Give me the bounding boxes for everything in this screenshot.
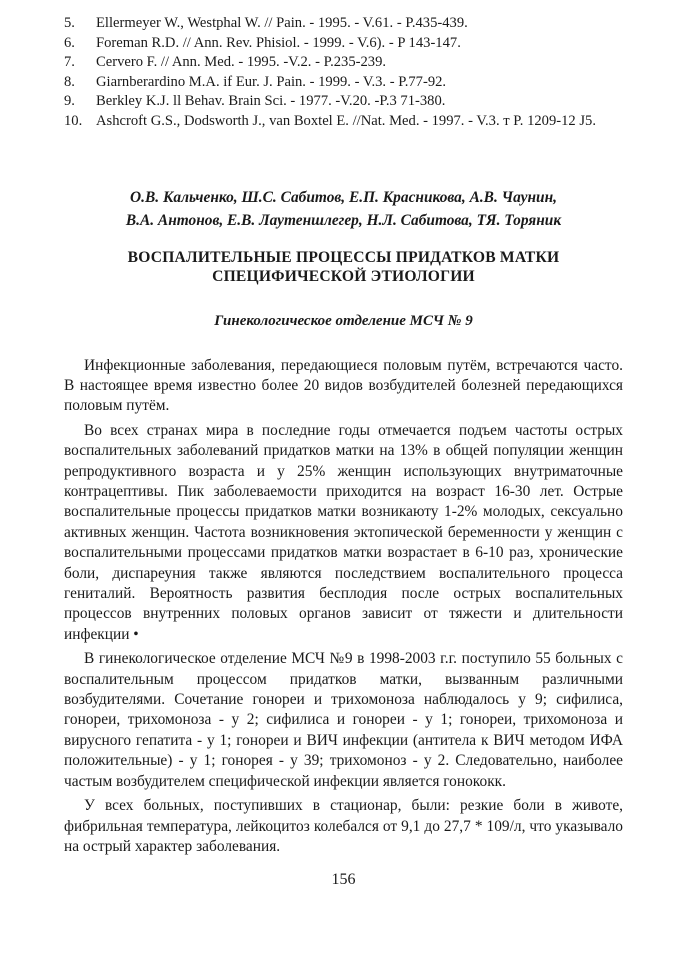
reference-number: 8. xyxy=(64,73,75,90)
body-paragraph: В гинекологическое отделение МСЧ №9 в 1998-2003 г.г. поступило 55 больных с воспалительным процессом придатков матки, вызванным различными возбудителями. Сочетание гонореи и трихомоноза наблюдалось у 9; сифилиса, гонореи, трихомоноза - у 2; сифилиса и гонореи - у 1; гонореи, трихомоноза и вирусного гепатита - у 1; гонореи и ВИЧ инфекции (антитела к ВИЧ методом ИФА положительные) - у 1; гонорея - у 39; трихомоноз - у 2. Следовательно, наиболее частым возбудителем специфической инфекции является гонококк. xyxy=(64,650,623,790)
page-number: 156 xyxy=(331,871,356,888)
reference-item xyxy=(64,14,623,34)
reference-number: 5. xyxy=(64,15,75,31)
reference-item xyxy=(64,34,623,54)
reference-number: 9. xyxy=(64,93,75,110)
reference-number: 6. xyxy=(64,34,75,51)
reference-text: Foreman R.D. // Ann. Rev. Phisiol. - 1999. - V.6). - P 143-147. xyxy=(96,34,461,51)
title-line: ВОСПАЛИТЕЛЬНЫЕ ПРОЦЕССЫ ПРИДАТКОВ МАТКИ xyxy=(127,248,560,266)
department-name: Гинекологическое отделение МСЧ № 9 xyxy=(214,312,473,329)
reference-text: Ashcroft G.S., Dodsworth J., van Boxtel E. //Nat. Med. - 1997. - V.3. т P. 1209-12 J5. xyxy=(96,112,596,129)
reference-item xyxy=(64,53,623,73)
reference-number: 7. xyxy=(64,54,75,71)
title-line: СПЕЦИФИЧЕСКОЙ ЭТИОЛОГИИ xyxy=(212,267,475,285)
authors-line: В.А. Антонов, Е.В. Лаутеншлегер, Н.Л. Сабитова, ТЯ. Торяник xyxy=(125,211,562,229)
article-title xyxy=(64,248,623,286)
reference-item xyxy=(64,92,623,112)
reference-text: Ellermeyer W., Westphal W. // Pain. - 1995. - V.61. - P.435-439. xyxy=(96,15,468,31)
authors-line: О.В. Кальченко, Ш.С. Сабитов, Е.П. Красникова, А.В. Чаунин, xyxy=(130,188,557,206)
reference-text: Cervero F. // Ann. Med. - 1995. -V.2. - P.235-239. xyxy=(96,54,387,71)
reference-item xyxy=(64,73,623,93)
body-paragraph: Во всех странах мира в последние годы отмечается подъем частоты острых воспалительных заболеваний придатков матки на 13% в общей популяции женщин репродуктивного возраста и у 25% женщин использующих внутриматочные контрацептивы. Пик заболеваемости приходится на возраст 16-30 лет. Острые воспалительные процессы придатков матки возникаюту 1-2% молодых, сексуально активных женщин. Частота возникновения эктопической беременности у женщин с воспалительными процессами придатков матки возрастает в 6-10 раз, хронические боли, диспареуния также являются последствием воспалительного процесса гениталий. Вероятность развития бесплодия после острых воспалительных процессов внутренних половых органов зависит от тяжести и длительности инфекции • xyxy=(64,421,623,643)
reference-number: 10. xyxy=(64,112,83,129)
body-paragraph: Инфекционные заболевания, передающиеся половым путём, встречаются часто. В настоящее время известно более 20 видов возбудителей болезней передающихся половым путём. xyxy=(64,356,623,415)
article-body xyxy=(64,356,623,858)
article-authors xyxy=(64,186,623,232)
reference-list xyxy=(64,14,623,132)
reference-text: Giarnberardino M.A. if Eur. J. Pain. - 1999. - V.3. - P.77-92. xyxy=(96,73,447,90)
reference-item xyxy=(64,112,623,132)
reference-text: Berkley K.J. ll Behav. Brain Sci. - 1977. -V.20. -P.3 71-380. xyxy=(96,93,446,110)
body-paragraph: У всех больных, поступивших в стационар, были: резкие боли в животе, фибрильная температура, лейкоцитоз колебался от 9,1 до 27,7 * 109/л, что указывало на острый характер заболевания. xyxy=(64,797,623,855)
